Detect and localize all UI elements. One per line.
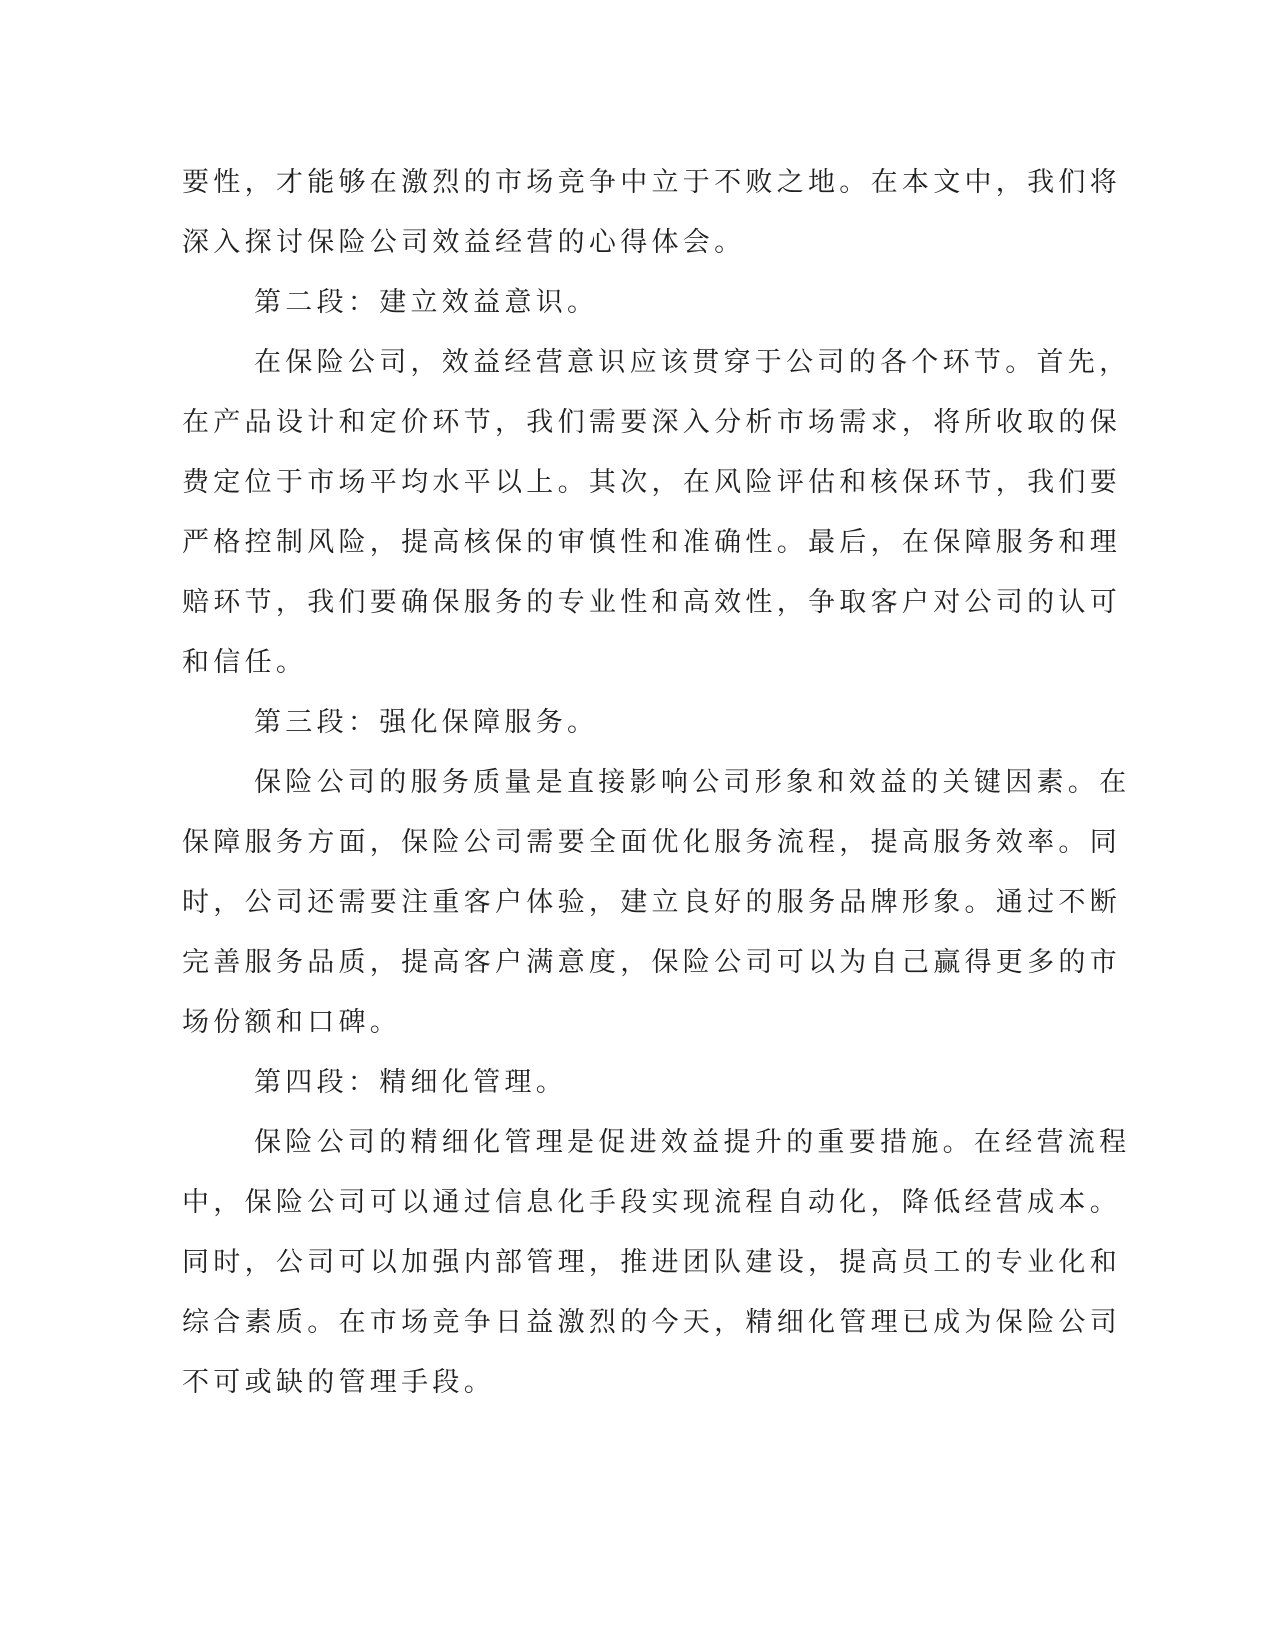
text-line: 在保险公司，效益经营意识应该贯穿于公司的各个环节。首先， [254,347,1131,378]
text-line: 赔环节，我们要确保服务的专业性和高效性，争取客户对公司的认可 [182,587,1121,618]
text-line: 和信任。 [182,647,308,678]
text-line: 中，保险公司可以通过信息化手段实现流程自动化，降低经营成本。 [182,1187,1121,1218]
text-line: 保险公司的服务质量是直接影响公司形象和效益的关键因素。在 [254,767,1131,798]
text-line: 综合素质。在市场竞争日益激烈的今天，精细化管理已成为保险公司 [182,1307,1121,1338]
text-line: 不可或缺的管理手段。 [182,1367,495,1398]
text-line: 要性，才能够在激烈的市场竞争中立于不败之地。在本文中，我们将 [182,167,1121,198]
section-heading: 第四段：精细化管理。 [254,1067,567,1098]
text-line: 深入探讨保险公司效益经营的心得体会。 [182,227,746,258]
text-line: 时，公司还需要注重客户体验，建立良好的服务品牌形象。通过不断 [182,887,1121,918]
document-body [182,153,1131,1413]
text-line: 保障服务方面，保险公司需要全面优化服务流程，提高服务效率。同 [182,827,1121,858]
text-line: 场份额和口碑。 [182,1007,402,1038]
text-line: 在产品设计和定价环节，我们需要深入分析市场需求，将所收取的保 [182,407,1121,438]
text-line: 同时，公司可以加强内部管理，推进团队建设，提高员工的专业化和 [182,1247,1121,1278]
text-line: 严格控制风险，提高核保的审慎性和准确性。最后，在保障服务和理 [182,527,1121,558]
section-heading: 第二段：建立效益意识。 [254,287,599,318]
text-line: 完善服务品质，提高客户满意度，保险公司可以为自己赢得更多的市 [182,947,1121,978]
text-line: 费定位于市场平均水平以上。其次，在风险评估和核保环节，我们要 [182,467,1121,498]
section-heading: 第三段：强化保障服务。 [254,707,599,738]
text-line: 保险公司的精细化管理是促进效益提升的重要措施。在经营流程 [254,1127,1131,1158]
